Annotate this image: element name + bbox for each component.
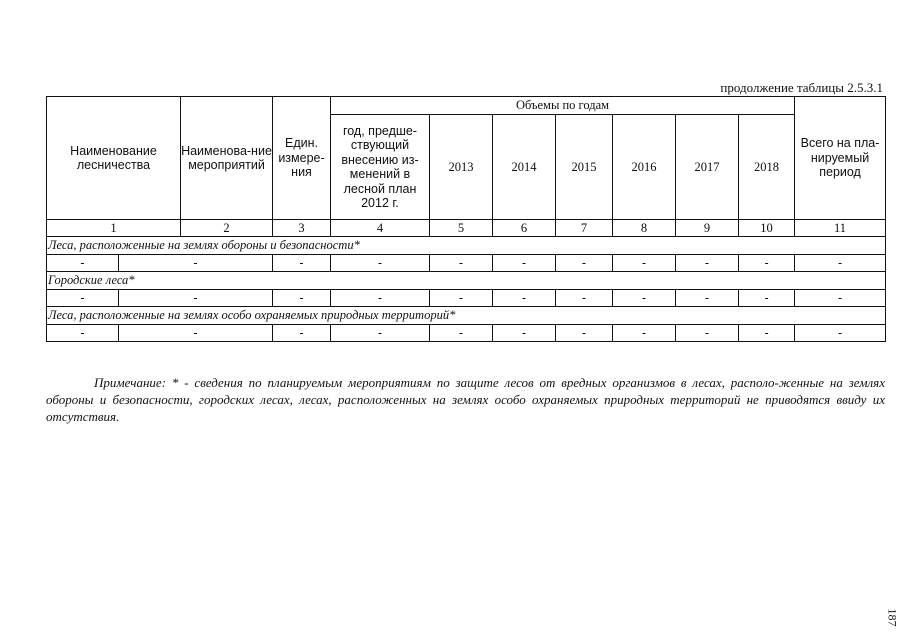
- table-cell: -: [795, 325, 886, 342]
- column-number-4: 4: [331, 220, 430, 237]
- table-cell: -: [47, 255, 119, 272]
- table-cell: -: [556, 290, 613, 307]
- column-number-row: [47, 220, 886, 237]
- table-cell: -: [430, 290, 493, 307]
- header-year-2013: 2013: [430, 115, 493, 220]
- table-cell: -: [556, 255, 613, 272]
- table-cell: -: [493, 325, 556, 342]
- column-number-6: 6: [493, 220, 556, 237]
- table-cell: -: [493, 255, 556, 272]
- table-cell: -: [795, 255, 886, 272]
- column-number-7: 7: [556, 220, 613, 237]
- table-cell: -: [613, 290, 676, 307]
- table-cell: -: [47, 325, 119, 342]
- column-number-1: 1: [47, 220, 181, 237]
- table-cell: -: [739, 290, 795, 307]
- table-cell: -: [613, 255, 676, 272]
- table-cell: -: [331, 325, 430, 342]
- header-year-2014: 2014: [493, 115, 556, 220]
- header-year-prior: год, предше-ствующий внесению из-менений в лесной план 2012 г.: [331, 115, 430, 220]
- table-cell: -: [430, 325, 493, 342]
- column-number-10: 10: [739, 220, 795, 237]
- table-cell: -: [795, 290, 886, 307]
- header-row-top: [47, 97, 886, 115]
- table-cell: -: [739, 325, 795, 342]
- section-row-protected: [47, 307, 886, 325]
- section-title-urban: Городские леса*: [47, 272, 886, 290]
- table-cell: -: [739, 255, 795, 272]
- header-total: Всего на пла-нируемый период: [795, 97, 886, 220]
- forest-protection-table: [46, 96, 886, 342]
- header-year-2016: 2016: [613, 115, 676, 220]
- column-number-5: 5: [430, 220, 493, 237]
- table-cell: -: [119, 290, 273, 307]
- table-cell: -: [493, 290, 556, 307]
- header-forestry: Наименование лесничества: [47, 97, 181, 220]
- table-cell: -: [119, 255, 273, 272]
- section-row-urban: [47, 272, 886, 290]
- section-row-defense: [47, 237, 886, 255]
- table-cell: -: [331, 290, 430, 307]
- header-measures: Наименова-ние мероприятий: [181, 97, 273, 220]
- table-cell: -: [47, 290, 119, 307]
- table-cell: -: [273, 290, 331, 307]
- section-title-defense: Леса, расположенные на землях обороны и безопасности*: [47, 237, 886, 255]
- table-cell: -: [676, 325, 739, 342]
- column-number-8: 8: [613, 220, 676, 237]
- table-cell: -: [273, 325, 331, 342]
- table-footnote: Примечание: * - сведения по планируемым мероприятиям по защите лесов от вредных организмов в лесах, располо-женные на землях обороны и безопасности, городских лесах, лесах, расположенных на землях особо охраняемых природных территорий не приводятся ввиду их отсутствия.: [46, 375, 885, 424]
- column-number-2: 2: [181, 220, 273, 237]
- table-cell: -: [676, 290, 739, 307]
- table-cell: -: [331, 255, 430, 272]
- column-number-3: 3: [273, 220, 331, 237]
- table-cell: -: [556, 325, 613, 342]
- table-cell: -: [430, 255, 493, 272]
- table-row: [47, 325, 886, 342]
- section-title-protected: Леса, расположенные на землях особо охраняемых природных территорий*: [47, 307, 886, 325]
- table-cell: -: [676, 255, 739, 272]
- table-continuation-label: продолжение таблицы 2.5.3.1: [720, 80, 883, 95]
- column-number-9: 9: [676, 220, 739, 237]
- header-year-2017: 2017: [676, 115, 739, 220]
- table-row: [47, 255, 886, 272]
- table-cell: -: [273, 255, 331, 272]
- header-years-group: Объемы по годам: [331, 97, 795, 115]
- header-unit: Един. измере-ния: [273, 97, 331, 220]
- table-cell: -: [613, 325, 676, 342]
- header-year-2015: 2015: [556, 115, 613, 220]
- column-number-11: 11: [795, 220, 886, 237]
- table-cell: -: [119, 325, 273, 342]
- header-year-2018: 2018: [739, 115, 795, 220]
- page-number: 187: [885, 608, 900, 627]
- table-row: [47, 290, 886, 307]
